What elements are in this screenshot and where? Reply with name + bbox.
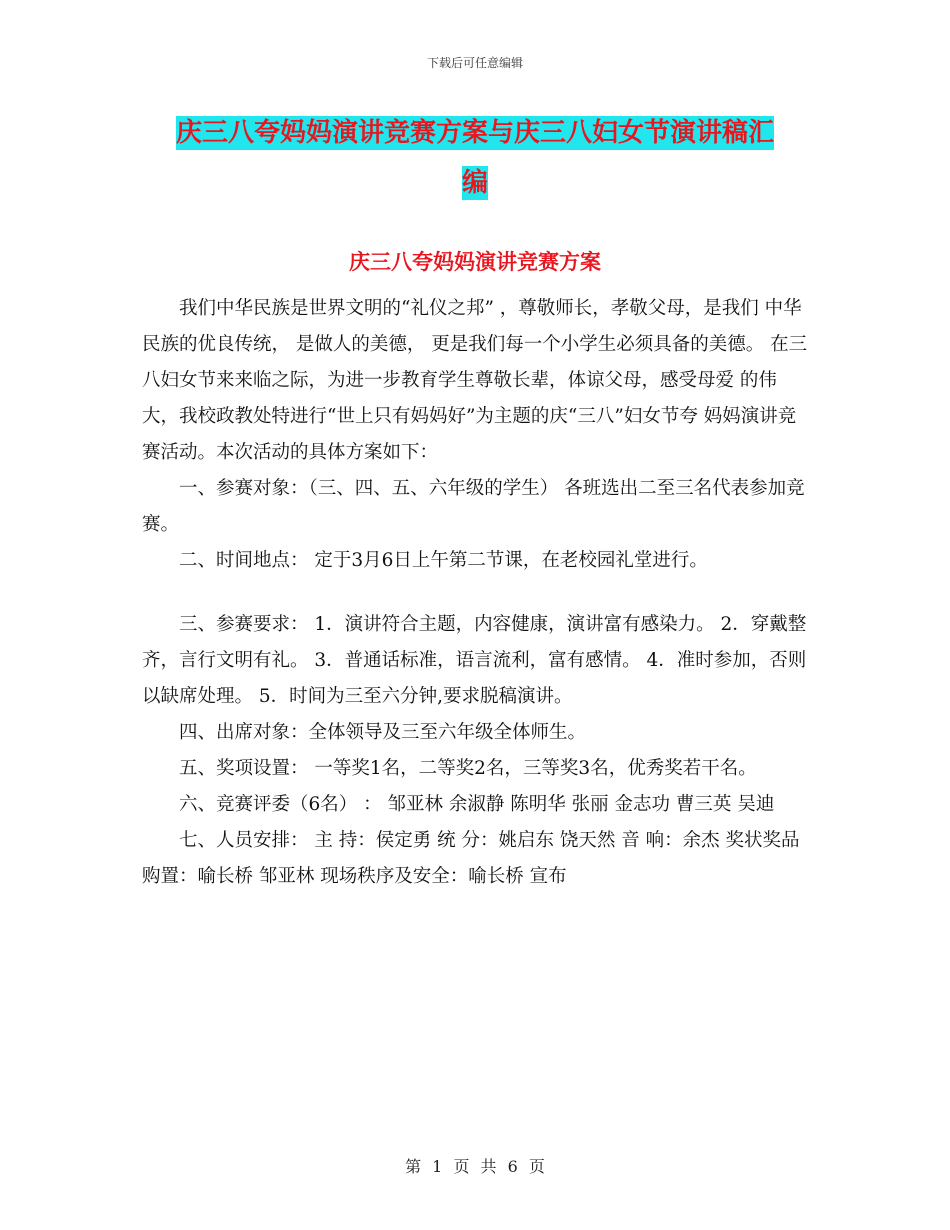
paragraph-gap <box>142 579 810 607</box>
paragraph-judges: 六、竞赛评委（6名） ： 邹亚林 余淑静 陈明华 张丽 金志功 曹三英 吴迪 <box>179 794 775 815</box>
document-title <box>140 108 810 208</box>
paragraph-attendees: 四、出席对象：全体领导及三至六年级全体师生。 <box>179 722 587 743</box>
document-title-line-1: 庆三八夸妈妈演讲竞赛方案与庆三八妇女节演讲稿汇 <box>175 118 774 148</box>
section-title: 庆三八夸妈妈演讲竞赛方案 <box>349 250 601 274</box>
paragraph-time-place: 二、时间地点： 定于3月6日上午第二节课，在老校园礼堂进行。 <box>179 550 708 571</box>
document-body <box>142 291 810 895</box>
document-title-line-2: 编 <box>461 168 488 198</box>
paragraph-participants: 一、参赛对象：（三、四、五、六年级的学生） 各班选出二至三名代表参加竞赛。 <box>142 478 805 535</box>
paragraph-intro: 我们中华民族是世界文明的“礼仪之邦” ，尊敬师长，孝敬父母，是我们 中华民族的优良传统， 是做人的美德， 更是我们每一个小学生必须具备的美德。 在三八妇女节来来临之际，为进一步教育学生尊敬长辈，体谅父母，感受母爱 的伟大，我校政教处特进行“世上只有妈妈好”为主题的庆“三八”妇女节夸 妈妈演讲竞赛活动。本次活动的具体方案如下： <box>142 298 808 463</box>
paragraph-requirements: 三、参赛要求： 1．演讲符合主题，内容健康，演讲富有感染力。 2．穿戴整齐，言行文明有礼。 3．普通话标准，语言流利，富有感情。 4．准时参加，否则以缺席处理。 5．时间为三至六分钟,要求脱稿演讲。 <box>142 614 807 707</box>
paragraph-staff: 七、人员安排： 主 持：侯定勇 统 分：姚启东 饶天然 音 响：余杰 奖状奖品购置：喻长桥 邹亚林 现场秩序及安全：喻长桥 宣布 <box>142 830 800 887</box>
page-header-note: 下载后可任意编辑 <box>426 56 523 70</box>
page-number-footer: 第 1 页 共 6 页 <box>405 1157 545 1176</box>
paragraph-awards: 五、奖项设置： 一等奖1名，二等奖2名，三等奖3名，优秀奖若干名。 <box>179 758 757 779</box>
